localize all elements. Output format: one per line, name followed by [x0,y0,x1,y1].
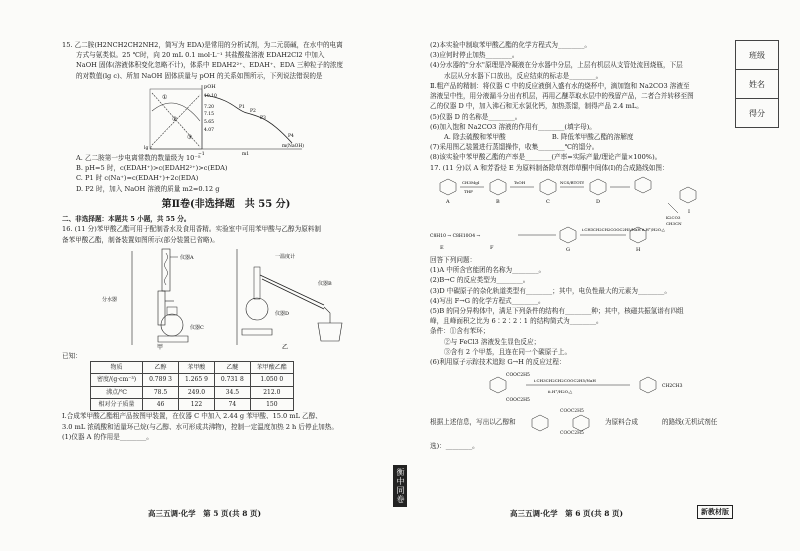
table-header: 苯甲酸乙酯 [250,362,293,374]
table-cell: 122 [178,399,214,411]
q15-option-c: C. P1 时 c(Na⁺)=c(EDAH⁺)+2c(EDA) [76,174,199,183]
question-line: ②与 FeCl3 溶液发生显色反应； [444,337,541,346]
x-tick-2: m1 [242,151,250,157]
right-column [430,40,730,451]
table-cell: 249.0 [178,386,214,398]
question-line: (4)写出 F→G 的化学方程式________。 [430,296,545,305]
region-1-label: ① [162,93,168,101]
right-line: 水层从分水器下口放出，反应结束的标志是________。 [444,71,603,80]
label-thermometer: 一温度计 [275,253,296,260]
tracking-reagent-1: i.CH3CH2CH2COOC2H5/NaH [534,378,596,384]
question-line: (5)B 的同分异构体中，满足下列条件的结构有________种；其中，核磁共振氢谱有四组 [430,306,684,315]
table-header-row [91,362,294,374]
table-cell: 46 [143,399,179,411]
table-cell: 密度/(g·cm⁻³) [91,374,143,386]
y-tick-3: 7.15 [204,111,215,117]
label-jia: 甲 [157,343,164,351]
q16-line-1: 16. (11 分)苯甲酸乙酯可用于配制香水及食用香精。实验室中可用苯甲酸与乙醇为原料制 [62,225,321,234]
scheme-row2-left: C8H10 → C8H10O4 → [430,233,481,239]
scheme-row2-reagent: i.CH3CH2CH2COOC2H5/NaH ii.H⁺/H2O,△ [582,226,665,232]
point-p3: P3 [260,115,266,121]
right-line: (8)该实验中苯甲酸乙酯的产率是________(产率=实际产量/理论产量×100%)。 [430,153,662,162]
last-group-1: COOC2H5 [560,409,584,415]
question-line: 条件：①含有苯环； [430,327,490,336]
right-line: 溶液呈中性，用分液漏斗分出有机层，再用乙醚萃取水层中的残留产品，二者合并转移至图 [430,92,694,101]
last-group-2: COOC2H5 [560,431,584,437]
reagent-2: THF [464,188,473,194]
scheme-label-a: A [446,198,450,205]
tracking-group-1: COOC2H5 [506,373,530,379]
tracking-reagent-2: ii.H⁺/H2O,△ [548,389,573,395]
last-text-2: 为原料合成 [605,418,638,427]
table-cell: 沸点/℃ [91,386,143,398]
reagent-6: CH3CN [666,220,682,226]
scheme-label-g: G [566,246,570,253]
left-footer: 高三五调·化学 第 5 页(共 8 页) [148,509,262,518]
question-line: (3)D 中碳原子的杂化轨道类型有________；其中，电负性最大的元素为________。 [430,286,671,295]
scheme-label-e: E [440,244,444,251]
last-text-4: 选)：________。 [430,442,479,451]
question-line: 回答下列问题： [430,255,477,264]
q16-line-2: 备苯甲酸乙酯，制备装置如图所示(部分装置已省略)。 [62,235,219,244]
tracking-group-2: COOC2H5 [506,398,530,404]
question-line: 峰，且峰面积之比为 6∶2∶2∶1 的结构简式为________。 [430,317,603,326]
reagent-1: CH3MgI [462,179,480,185]
y-tick-1: 10.10 [204,93,217,99]
scheme-label-c: C [546,198,550,205]
apparatus-figure [62,245,382,351]
right-footer: 高三五调·化学 第 6 页(共 8 页) [510,509,624,518]
table-cell: 相对分子质量 [91,399,143,411]
scheme-label-d: D [596,198,601,205]
q15-line-3: NaOH 固体(溶液体积变化忽略不计)，体系中 EDAH2²⁺、EDAH⁺、EDA 三种粒子的浓度 [76,61,344,70]
table-cell: 1.265 9 [178,374,214,386]
region-2-label: ② [172,115,178,123]
right-line: (6)加入饱和 Na2CO3 溶液的作用有________(填字母)。 [430,122,596,131]
point-p4: P4 [288,133,294,139]
label-instrument-a: 仪器A [180,254,194,261]
synthesis-scheme [430,173,730,255]
scheme-label-f: F [490,244,494,251]
left-column [62,40,390,442]
table-cell: 0.731 8 [214,374,250,386]
table-header: 物质 [91,362,143,374]
table-cell: 34.5 [214,386,250,398]
y-tick-2: 7.20 [204,104,215,110]
scheme-label-i: I [688,208,690,215]
right-line: (2)本实验中制取苯甲酸乙酯的化学方程式为________。 [430,41,591,49]
q15-option-a: A. 乙二胺第一步电离常数的数量级为 10⁻⁵ [76,153,201,162]
point-p2: P2 [250,108,256,114]
y-axis-label: pOH [204,83,216,90]
label-separator: 分水器 [102,296,118,303]
reagent-5: K2CO3 [666,214,681,220]
reagent-4: NCS/BTOTf [560,179,584,185]
y-tick-4: 5.65 [204,119,215,125]
right-line: Ⅱ.粗产品的精制：将仪器 C 中的反应液倒入盛有水的烧杯中，滴加饱和 Na2CO3 溶液至 [430,81,690,90]
right-line: 17. (11 分)以 A 和芳香烃 E 为原料制备除草剂茚草酮中间体(I)的合成路线如图： [430,163,669,172]
q15-option-d: D. P2 时，加入 NaOH 溶液的质量 m2=0.12 g [76,184,220,193]
q17-6-line [430,407,730,441]
point-p1: P1 [239,104,245,110]
label-yi: 乙 [282,343,289,351]
q15-line-1: 15. 乙二胺(H2NCH2CH2NH2，简写为 EDA)是常用的分析试剂，为二元弱碱，在水中的电离 [62,41,343,49]
table-row [91,386,294,398]
table-row [91,374,294,386]
tracking-reaction [430,367,730,407]
section-note: 二、非选择题：本题共 5 小题，共 55 分。 [62,215,191,224]
student-info-panel [735,40,779,128]
class-field[interactable]: 班级 [736,41,778,70]
table-cell: 78.5 [143,386,179,398]
table-cell: 150 [250,399,293,411]
table-cell: 212.0 [250,386,293,398]
lgc-label: lg c [144,145,153,151]
table-cell: 1.050 0 [250,374,293,386]
x-tick-1: −1 [198,151,205,157]
q15-line-4: 的对数值(lg c)、所加 NaOH 固体质量与 pOH 的关系如图所示，下列说法错误的是 [76,71,323,80]
region-3-label: ③ [187,133,193,141]
label-instrument-d: 仪器D [275,310,290,317]
question-line: (1)A 中所含官能团的名称为________。 [430,266,546,275]
q16-text-2: 3.0 mL 浓硫酸和适量环己烷(与乙醇、水可形成共沸物)，控制一定温度加热 2 h 后停止加热。 [62,422,338,431]
table-row [91,399,294,411]
section-title: 第Ⅱ卷(非选择题 共 55 分) [161,198,291,210]
fold-label: 衡中同卷 [393,465,407,507]
last-text-3: 的路线(无机试剂任 [662,418,718,427]
q16-text-3: (1)仪器 A 的作用是________。 [62,432,153,441]
table-header: 乙醇 [143,362,179,374]
table-header: 乙醚 [214,362,250,374]
properties-table [90,361,294,411]
right-line: (5)仪器 D 的名称是________。 [430,112,522,121]
question-line: (6)利用原子示踪技术追踪 G→H 的反应过程： [430,358,566,367]
table-cell: 0.789 3 [143,374,179,386]
q15-option-b: B. pH=5 时，c(EDAH⁺)>c(EDAH2²⁺)>c(EDA) [76,164,228,173]
right-line: (7)采用图乙装置进行蒸馏操作，收集________℃的馏分。 [430,143,599,152]
q16-text-1: Ⅰ.合成苯甲酸乙酯粗产品按图甲装置，在仪器 C 中加入 2.44 g 苯甲酸、15.0 mL 乙醇、 [62,412,322,421]
q15-line-2: 方式与氨类似。25 ℃时，向 20 mL 0.1 mol·L⁻¹ 其盐酸盐溶液 EDAH2Cl2 中加入 [76,51,325,60]
known-label: 已知： [62,351,82,360]
name-field[interactable]: 姓名 [736,70,778,99]
q15-graph [112,81,312,157]
tracking-group-3: CH2CH3 [662,384,683,390]
question-line: ③含有 2 个甲基，且连在同一个碳原子上。 [444,347,572,356]
last-text: 根据上述信息，写出以乙醇和 [430,418,516,427]
right-line: A. 除去硫酸和苯甲酸 B. 降低苯甲酸乙酯的溶解度 [444,132,634,141]
right-line: 乙的仪器 D 中，加入沸石和无水氯化钙，加热蒸馏，制得产品 2.4 mL。 [430,102,643,111]
table-header: 苯甲酸 [178,362,214,374]
right-line: (3)应何时停止加热________。 [430,51,519,60]
label-instrument-b: 仪器B [318,280,332,287]
x-axis-label: m(NaOH) [282,143,305,149]
reagent-3: TsOH [514,179,526,185]
scheme-label-b: B [496,198,500,205]
fold-strip [393,40,407,510]
edition-tag: 新教材版 [697,505,733,519]
score-field[interactable]: 得分 [749,108,765,118]
question-line: (2)B→C 的反应类型为________。 [430,276,530,285]
y-tick-5: 4.07 [204,127,215,133]
right-line: (4)分水器的"分水"原理是冷凝液在分水器中分层，上层有机层从支管处流回烧瓶，下层 [430,61,683,70]
scheme-label-h: H [636,246,641,253]
label-instrument-c: 仪器C [190,324,204,331]
table-cell: 74 [214,399,250,411]
